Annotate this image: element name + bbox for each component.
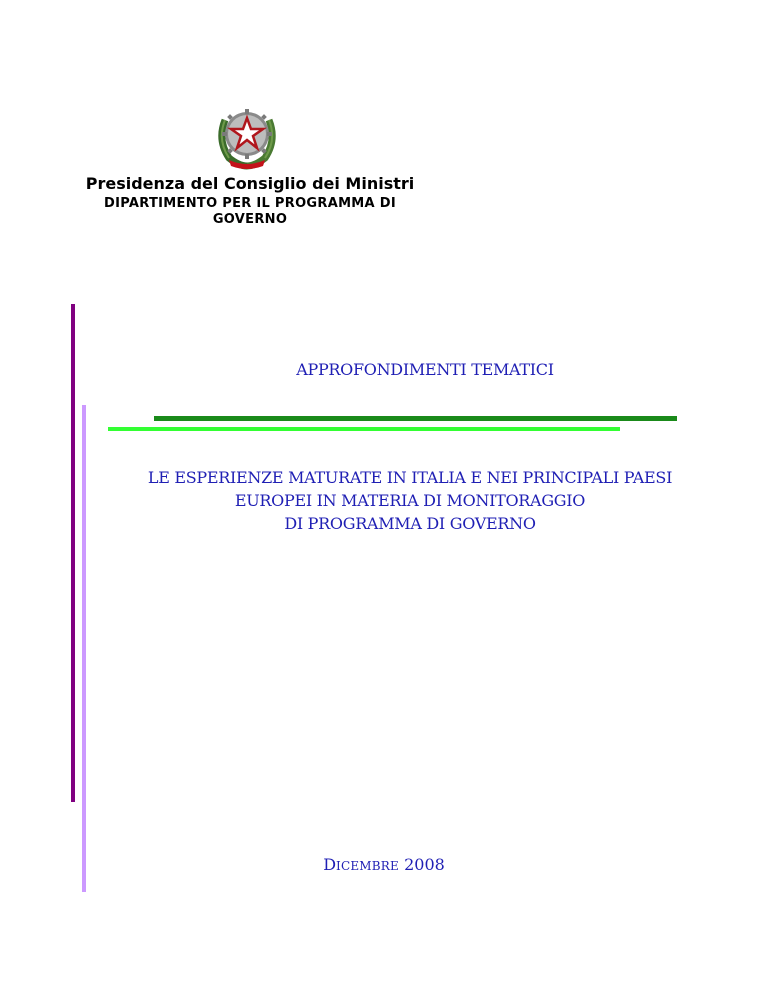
subtitle-line-1: LE ESPERIENZE MATURATE IN ITALIA E NEI PRINCIPALI PAESI [147,468,673,487]
date-month-initial: D [323,855,337,874]
date-month-rest: ICEMBRE [336,859,399,873]
subtitle-line-3: DI PROGRAMMA DI GOVERNO [284,514,536,533]
horizontal-rule-dark-green [154,416,677,421]
department-name-line1: DIPARTIMENTO PER IL PROGRAMMA DI [104,196,396,211]
document-date [200,855,568,874]
institution-name: Presidenza del Consiglio dei Ministri [85,174,415,193]
department-name-line2: GOVERNO [212,212,288,227]
section-title: APPROFONDIMENTI TEMATICI [296,360,554,379]
date-year: 2008 [404,855,445,874]
subtitle-line-2: EUROPEI IN MATERIA DI MONITORAGGIO [234,491,586,510]
horizontal-rule-light-green [108,427,620,431]
document-subtitle [70,466,750,535]
italian-republic-emblem-icon [211,100,283,172]
vertical-accent-bar-purple [71,304,75,802]
